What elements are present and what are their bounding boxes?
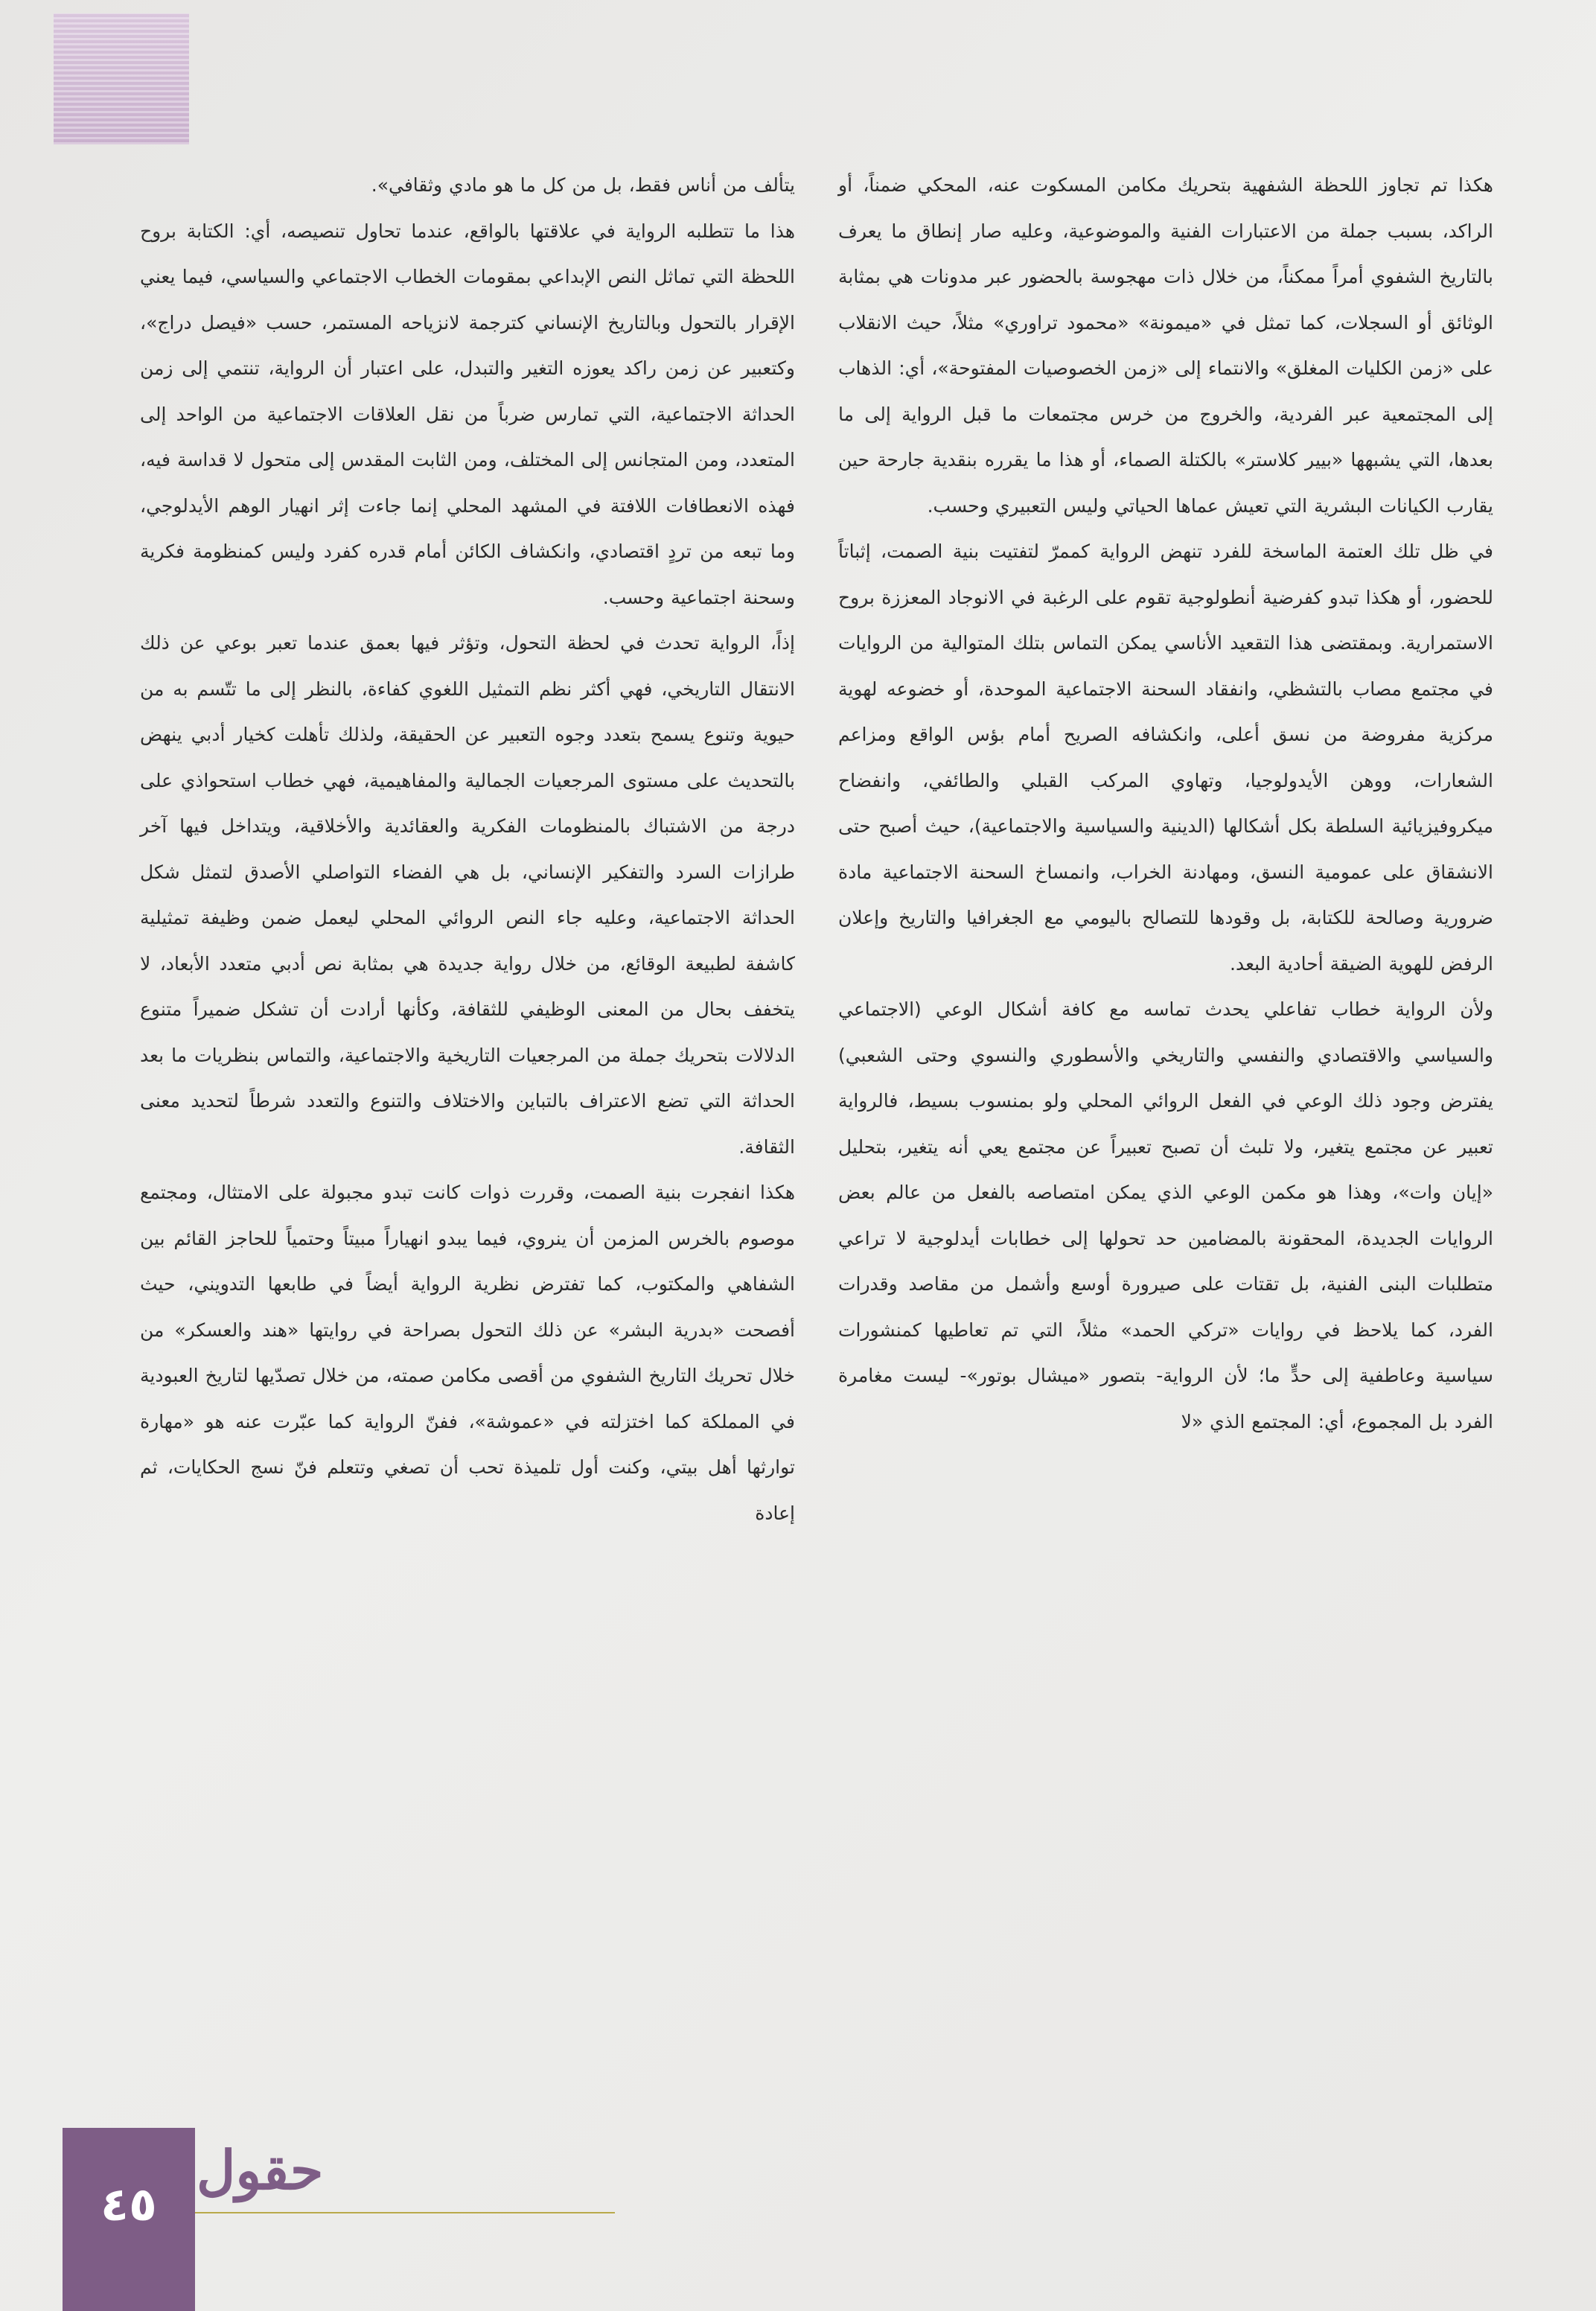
page-number-tab (63, 2128, 195, 2311)
article-paragraph: ولأن الرواية خطاب تفاعلي يحدث تماسه مع كافة أشكال الوعي (الاجتماعي والسياسي والاقتصادي والنفسي والتاريخي والأسطوري والنسوي وحتى الشعبي) يفترض وجود ذلك الوعي في الفعل الروائي المحلي ولو بمنسوب بسيط، فالرواية تعبير عن مجتمع يتغير، ولا تلبث أن تصبح تعبيراً عن مجتمع يعي أنه يتغير، بتحليل «إيان وات»، وهذا هو مكمن الوعي الذي يمكن امتصاصه بالفعل من عالم بعض الروايات الجديدة، المحقونة بالمضامين حد تحولها إلى خطابات أيدلوجية لا تراعي متطلبات البنى الفنية، بل تقتات على صيرورة أوسع وأشمل من مقاصد وقدرات الفرد، كما يلاحظ في روايات «تركي الحمد» مثلاً، التي تم تعاطيها كمنشورات سياسية وعاطفية إلى حدٍّ ما؛ لأن الرواية- بتصور «ميشال بوتور»- ليست مغامرة الفرد بل المجموع، أي: المجتمع الذي «لا (838, 998, 1493, 1432)
footer-rule (183, 2212, 615, 2213)
article-paragraph: إذاً، الرواية تحدث في لحظة التحول، وتؤثر فيها بعمق عندما تعبر بوعي عن ذلك الانتقال التاريخي، فهي أكثر نظم التمثيل اللغوي كفاءة، بالنظر إلى ما تتّسم به من حيوية وتنوع يسمح بتعدد وجوه التعبير عن الحقيقة، ولذلك تأهلت كخيار أدبي ينهض بالتحديث على مستوى المرجعيات الجمالية والمفاهيمية، فهي خطاب استحواذي على درجة من الاشتباك بالمنظومات الفكرية والعقائدية والأخلاقية، ويتداخل فيها آخر طرازات السرد والتفكير الإنساني، بل هي الفضاء التواصلي الأصدق لتمثل شكل الحداثة الاجتماعية، وعليه جاء النص الروائي المحلي ليعمل ضمن وظيفة تمثيلية كاشفة لطبيعة الوقائع، من خلال رواية جديدة هي بمثابة نص أدبي متعدد الأبعاد، لا يتخفف بحال من المعنى الوظيفي للثقافة، وكأنها أرادت أن تشكل ضميراً متنوع الدلالات بتحريك جملة من المرجعيات التاريخية والاجتماعية، والتماس بنظريات ما بعد الحداثة التي تضع الاعتراف بالتباين والاختلاف والتنوع والتعدد شرطاً لتحديد معنى الثقافة. (140, 632, 795, 1158)
magazine-masthead: حقول (197, 2138, 324, 2202)
article-paragraph: هكذا تم تجاوز اللحظة الشفهية بتحريك مكامن المسكوت عنه، المحكي ضمناً، أو الراكد، بسبب جملة من الاعتبارات الفنية والموضوعية، وعليه صار إنطاق ما يعرف بالتاريخ الشفوي أمراً ممكناً، من خلال ذات مهجوسة بالحضور عبر مدونات هي بمثابة الوثائق أو السجلات، كما تمثل في «ميمونة» «محمود تراوري» مثلاً، حيث الانقلاب على «زمن الكليات المغلق» والانتماء إلى «زمن الخصوصيات المفتوحة»، أي: الذهاب إلى المجتمعية عبر الفردية، والخروج من خرس مجتمعات ما قبل الرواية إلى ما بعدها، التي يشبهها «بيير كلاستر» بالكتلة الصماء، أو هذا ما يقرره بنقدية جارحة حين يقارب الكيانات البشرية التي تعيش عماها الحياتي وليس التعبيري وحسب. (838, 174, 1493, 517)
article-paragraph: يتألف من أناس فقط، بل من كل ما هو مادي وثقافي». (371, 174, 795, 196)
article-paragraph: هكذا انفجرت بنية الصمت، وقررت ذوات كانت تبدو مجبولة على الامتثال، ومجتمع موصوم بالخرس المزمن أن ينروي، فيما يبدو انهياراً مبيتاً وحتمياً للحاجز القائم بين الشفاهي والمكتوب، كما تفترض نظرية الرواية أيضاً في طابعها التدويني، حيث أفصحت «بدرية البشر» عن ذلك التحول بصراحة في روايتها «هند والعسكر» من خلال تحريك التاريخ الشفوي من أقصى مكامن صمته، من خلال تصدّيها لتاريخ العبودية في المملكة كما اختزلته في «عموشة»، ففنّ الرواية كما عبّرت عنه هو «مهارة توارثها أهل بيتي، وكنت أول تلميذة تحب أن تصغي وتتعلم فنّ نسج الحكايات، ثم إعادة (140, 1182, 795, 1524)
decorative-corner-tile (54, 13, 189, 144)
page-number: ٤٥ (100, 2177, 157, 2231)
article-paragraph: هذا ما تتطلبه الرواية في علاقتها بالواقع، عندما تحاول تنصيصه، أي: الكتابة بروح اللحظة التي تماثل النص الإبداعي بمقومات الخطاب الاجتماعي والسياسي، فيما يعني الإقرار بالتحول وبالتاريخ الإنساني كترجمة لانزياحه المستمر، حسب «فيصل دراج»، وكتعبير عن زمن راكد يعوزه التغير والتبدل، على اعتبار أن الرواية، تنتمي إلى زمن الحداثة الاجتماعية، التي تمارس ضرباً من نقل العلاقات الاجتماعية من الواحد إلى المتعدد، ومن المتجانس إلى المختلف، ومن الثابت المقدس إلى متحول لا قداسة فيه، فهذه الانعطافات اللافتة في المشهد المحلي إنما جاءت إثر انهيار الوهم الأيدلوجي، وما تبعه من تردٍ اقتصادي، وانكشاف الكائن أمام قدره كفرد وليس كمنظومة فكرية وسحنة اجتماعية وحسب. (140, 220, 795, 608)
article-column-right (838, 162, 1493, 1444)
article-paragraph: في ظل تلك العتمة الماسخة للفرد تنهض الرواية كممرّ لتفتيت بنية الصمت، إثباتاً للحضور، أو هكذا تبدو كفرضية أنطولوجية تقوم على الرغبة في الانوجاد المعززة بروح الاستمرارية. وبمقتضى هذا التقعيد الأناسي يمكن التماس بتلك المتوالية من الروايات في مجتمع مصاب بالتشظي، وانفقاد السحنة الاجتماعية الموحدة، أو خضوعه لهوية مركزية مفروضة من نسق أعلى، وانكشافه الصريح أمام بؤس الواقع ومزاعم الشعارات، ووهن الأيدولوجيا، وتهاوي المركب القبلي والطائفي، وانفضاح ميكروفيزيائية السلطة بكل أشكالها (الدينية والسياسية والاجتماعية)، حيث أصبح حتى الانشقاق على عمومية النسق، ومهادنة الخراب، وانمساخ السحنة الاجتماعية مادة ضرورية وصالحة للكتابة، بل وقودها للتصالح باليومي مع الجغرافيا والتاريخ وإعلان الرفض للهوية الضيقة أحادية البعد. (838, 541, 1493, 975)
article-column-left (140, 162, 795, 1536)
